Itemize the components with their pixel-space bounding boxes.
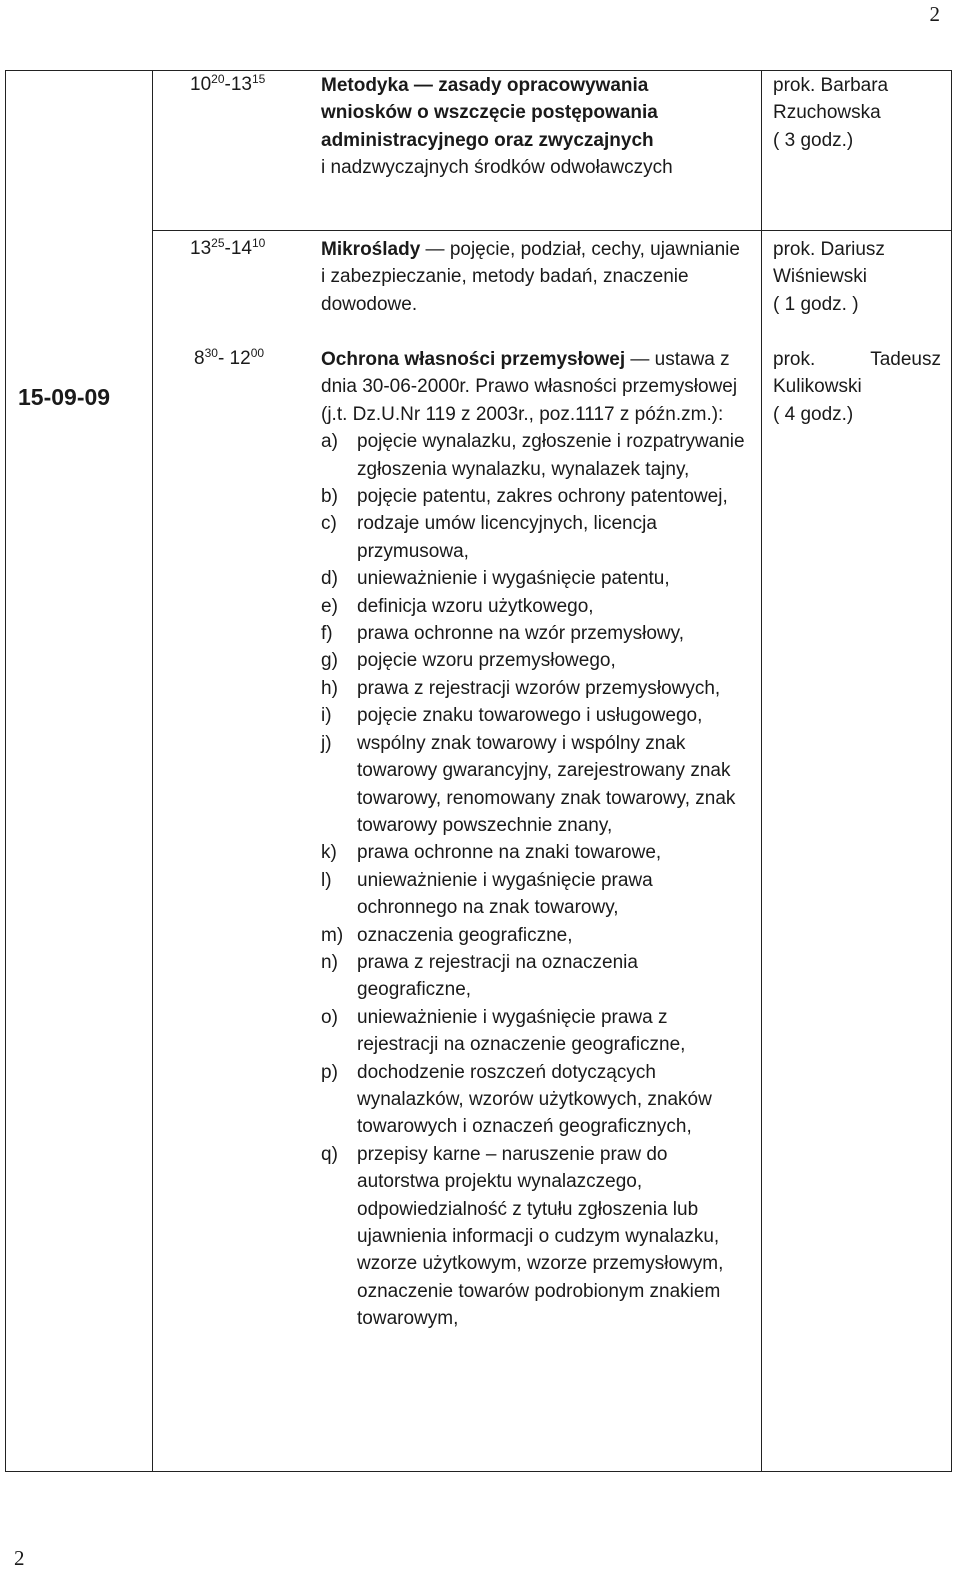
list-item	[321, 1004, 751, 1059]
list-item-label: j)	[321, 732, 332, 754]
list-item	[321, 1141, 751, 1333]
list-item-text: rodzaje umów licencyjnych, licencja przymusowa,	[357, 513, 657, 562]
page-number-top: 2	[929, 2, 940, 26]
list-item-text: wspólny znak towarowy i wspólny znak towarowy gwarancyjny, zarejestrowany znak towarowy, renomowany znak towarowy, znak towarowy powszechnie znany,	[357, 732, 736, 836]
list-item	[321, 730, 751, 840]
list-item-text: pojęcie wzoru przemysłowego,	[357, 650, 616, 672]
list-item-text: dochodzenie roszczeń dotyczących wynalazków, wzorów użytkowych, znaków towarowych i oznaczeń geograficznych,	[357, 1061, 712, 1138]
list-item	[321, 428, 751, 483]
list-item-label: q)	[321, 1143, 338, 1165]
list-item-text: pojęcie wynalazku, zgłoszenie i rozpatrywanie zgłoszenia wynalazku, wynalazek tajny,	[357, 431, 745, 480]
list-item	[321, 593, 751, 620]
list-item-label: b)	[321, 486, 338, 508]
list-item-label: a)	[321, 431, 338, 453]
list-item-label: n)	[321, 951, 338, 973]
column-divider	[761, 71, 762, 1471]
list-item-text: prawa z rejestracji wzorów przemysłowych,	[357, 677, 721, 699]
topic-text: i zabezpieczanie, metody badań, znaczenie dowodowe.	[321, 266, 689, 315]
topic-title: Metodyka — zasady opracowywania wniosków o wszczęcie postępowania administracyjnego oraz zwyczajnych	[321, 75, 658, 151]
date-cell: 15-09-09	[18, 384, 111, 410]
list-item	[321, 867, 751, 922]
list-item	[321, 702, 751, 729]
list-item	[321, 675, 751, 702]
list-item-label: i)	[321, 705, 332, 727]
topic-list	[321, 428, 751, 1332]
list-item	[321, 949, 751, 1004]
list-item-text: oznaczenia geograficzne,	[357, 924, 573, 946]
topic-text: i nadzwyczajnych środków odwoławczych	[321, 157, 673, 179]
time-range: $8^{30}-$ $12^{00}$	[194, 346, 265, 369]
list-item-text: unieważnienie i wygaśnięcie prawa z rejestracji na oznaczenie geograficzne,	[357, 1006, 686, 1056]
list-item-label: p)	[321, 1061, 338, 1083]
list-item-text: pojęcie znaku towarowego i usługowego,	[357, 705, 703, 727]
list-item	[321, 620, 751, 647]
list-item-text: przepisy karne – naruszenie praw do autorstwa projektu wynalazczego, odpowiedzialność z tytułu zgłoszenia lub ujawnienia informacji o cudzym wynalazku, wzorze użytkowym, wzorze przemysłowym, oznaczenie towarów podrobionym znakiem towarowym,	[357, 1143, 724, 1330]
list-item-text: unieważnienie i wygaśnięcie prawa ochronnego na znak towarowy,	[357, 869, 653, 919]
list-item	[321, 510, 751, 565]
list-item-text: prawa ochronne na wzór przemysłowy,	[357, 623, 685, 645]
list-item-label: e)	[321, 595, 338, 617]
list-item	[321, 839, 751, 866]
topic-cell	[321, 236, 741, 318]
lecturer-cell: prok. Barbara Rzuchowska ( 3 godz.)	[773, 75, 889, 151]
page-number-bottom: 2	[14, 1546, 25, 1570]
row-divider	[152, 230, 951, 231]
list-item	[321, 1059, 751, 1141]
list-item	[321, 922, 751, 949]
topic-text: — ustawa z dnia 30-06-2000r. Prawo własności przemysłowej (j.t. Dz.U.Nr 119 z 2003r., poz.1117 z późn.zm.):	[321, 349, 738, 425]
time-range: $10^{20}-13^{15}$	[190, 72, 266, 95]
list-item-label: o)	[321, 1006, 338, 1028]
topic-cell	[321, 346, 751, 1333]
list-item-label: l)	[321, 869, 332, 891]
list-item-label: f)	[321, 623, 333, 645]
list-item-label: g)	[321, 650, 338, 672]
list-item-label: d)	[321, 568, 338, 590]
list-item	[321, 483, 751, 510]
topic-title: Mikroślady	[321, 239, 421, 260]
lecturer-cell: prok. Tadeusz Kulikowski ( 4 godz.)	[773, 349, 941, 425]
list-item-text: prawa ochronne na znaki towarowe,	[357, 842, 662, 864]
list-item	[321, 647, 751, 674]
topic-title: Ochrona własności przemysłowej	[321, 349, 626, 370]
list-item-label: c)	[321, 513, 337, 535]
lecturer-cell: prok. Dariusz Wiśniewski ( 1 godz. )	[773, 239, 885, 315]
list-item-label: k)	[321, 842, 337, 864]
time-range: $13^{25}-14^{10}$	[190, 236, 266, 259]
list-item-text: definicja wzoru użytkowego,	[357, 595, 594, 617]
topic-cell	[321, 72, 716, 182]
list-item	[321, 565, 751, 592]
list-item-text: pojęcie patentu, zakres ochrony patentowej,	[357, 486, 728, 508]
list-item-label: m)	[321, 924, 344, 946]
list-item-text: unieważnienie i wygaśnięcie patentu,	[357, 568, 670, 590]
list-item-text: prawa z rejestracji na oznaczenia geograficzne,	[357, 951, 638, 1001]
column-divider	[152, 71, 153, 1471]
topic-text: — pojęcie, podział, cechy, ujawnianie	[420, 239, 740, 260]
list-item-label: h)	[321, 677, 338, 699]
